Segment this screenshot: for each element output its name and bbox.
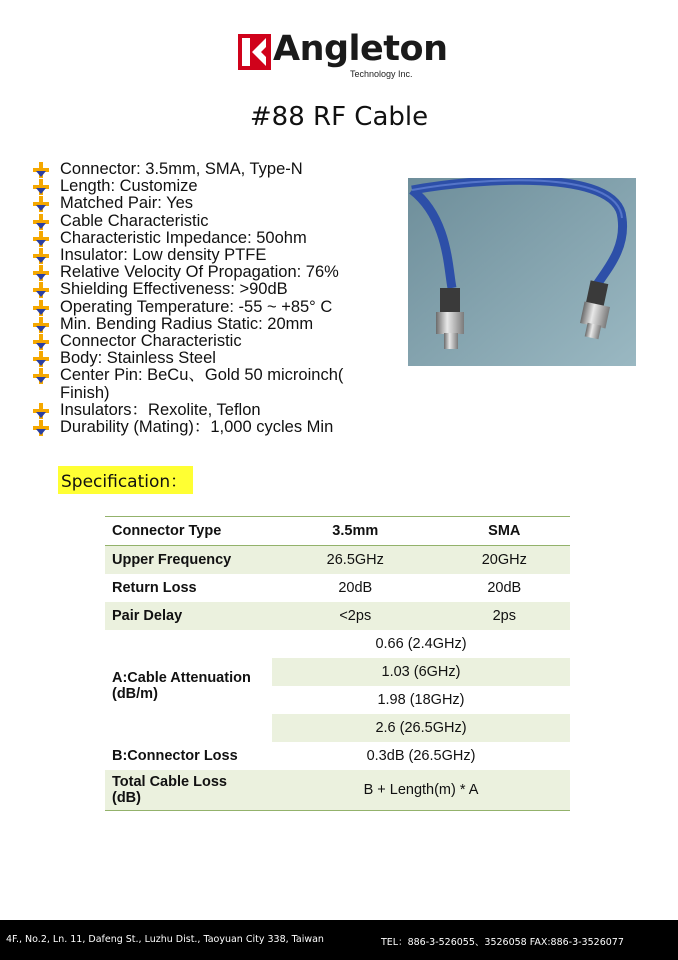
arrow-bullet-icon xyxy=(33,334,49,350)
feature-list xyxy=(33,161,393,436)
list-item: Min. Bending Radius Static: 20mm xyxy=(33,316,393,333)
list-item: Characteristic Impedance: 50ohm xyxy=(33,230,393,247)
table-cell: 2.6 (26.5GHz) xyxy=(272,714,570,742)
table-row xyxy=(105,602,570,630)
angleton-logo-icon xyxy=(238,34,271,70)
list-item: Center Pin: BeCu、Gold 50 microinch( Finish) xyxy=(33,367,393,401)
table-cell: 20GHz xyxy=(439,546,570,575)
product-photo xyxy=(408,178,636,366)
table-row xyxy=(105,574,570,602)
page-title: #88 RF Cable xyxy=(249,102,429,132)
table-header-cell: 3.5mm xyxy=(272,517,439,546)
footer-bar xyxy=(0,920,678,960)
list-item: Connector: 3.5mm, SMA, Type-N xyxy=(33,161,393,178)
table-row xyxy=(105,630,570,658)
table-row xyxy=(105,742,570,770)
brand-subtitle: Technology Inc. xyxy=(350,69,413,79)
arrow-bullet-icon xyxy=(33,179,49,195)
brand-name: Angleton xyxy=(273,29,448,69)
row-label: A:Cable Attenuation (dB/m) xyxy=(112,670,251,702)
footer-address: 4F., No.2, Ln. 11, Dafeng St., Luzhu Dist., Taoyuan City 338, Taiwan xyxy=(6,934,324,945)
arrow-bullet-icon xyxy=(33,282,49,298)
row-label: Upper Frequency xyxy=(105,546,272,575)
arrow-bullet-icon xyxy=(33,351,49,367)
list-item: Insulators：Rexolite, Teflon xyxy=(33,402,393,419)
arrow-bullet-icon xyxy=(33,300,49,316)
list-item: Insulator: Low density PTFE xyxy=(33,247,393,264)
table-cell: 2ps xyxy=(492,608,516,624)
table-cell: B + Length(m) * A xyxy=(272,770,570,811)
arrow-bullet-icon xyxy=(33,162,49,178)
footer-contact: TEL：886-3-526055、3526058 FAX:886-3-3526077 xyxy=(381,937,624,948)
table-row xyxy=(105,517,570,546)
list-item: Connector Characteristic xyxy=(33,333,393,350)
table-row xyxy=(105,546,570,575)
row-label: Pair Delay xyxy=(112,608,183,624)
arrow-bullet-icon xyxy=(33,403,49,419)
list-item: Body: Stainless Steel xyxy=(33,350,393,367)
list-item: Length: Customize xyxy=(33,178,393,195)
list-item: Matched Pair: Yes xyxy=(33,195,393,212)
specification-table xyxy=(105,516,570,811)
arrow-bullet-icon xyxy=(33,265,49,281)
arrow-bullet-icon xyxy=(33,368,49,384)
company-logo xyxy=(238,29,448,82)
arrow-bullet-icon xyxy=(33,196,49,212)
specification-heading: Specification： xyxy=(58,466,193,494)
table-cell: 1.03 (6GHz) xyxy=(272,658,570,686)
row-label: B:Connector Loss xyxy=(112,748,238,764)
list-item: Operating Temperature: -55 ~ +85° C xyxy=(33,299,393,316)
table-cell: <2ps xyxy=(339,608,372,624)
table-cell: 1.98 (18GHz) xyxy=(377,692,465,708)
list-item: Shielding Effectiveness: >90dB xyxy=(33,281,393,298)
arrow-bullet-icon xyxy=(33,420,49,436)
list-item: Durability (Mating)：1,000 cycles Min xyxy=(33,419,393,436)
arrow-bullet-icon xyxy=(33,248,49,264)
arrow-bullet-icon xyxy=(33,231,49,247)
row-label: Return Loss xyxy=(112,580,197,596)
table-header-label: Connector Type xyxy=(105,517,272,546)
table-cell: 0.3dB (26.5GHz) xyxy=(366,748,476,764)
table-cell: 20dB xyxy=(338,580,373,596)
table-cell: 0.66 (2.4GHz) xyxy=(375,636,467,652)
row-label: Total Cable Loss (dB) xyxy=(105,770,272,811)
list-item: Relative Velocity Of Propagation: 76% xyxy=(33,264,393,281)
table-cell: 26.5GHz xyxy=(272,546,439,575)
table-header-cell: SMA xyxy=(439,517,570,546)
list-item: Cable Characteristic xyxy=(33,213,393,230)
table-row xyxy=(105,770,570,811)
arrow-bullet-icon xyxy=(33,317,49,333)
table-cell: 20dB xyxy=(487,580,522,596)
arrow-bullet-icon xyxy=(33,214,49,230)
